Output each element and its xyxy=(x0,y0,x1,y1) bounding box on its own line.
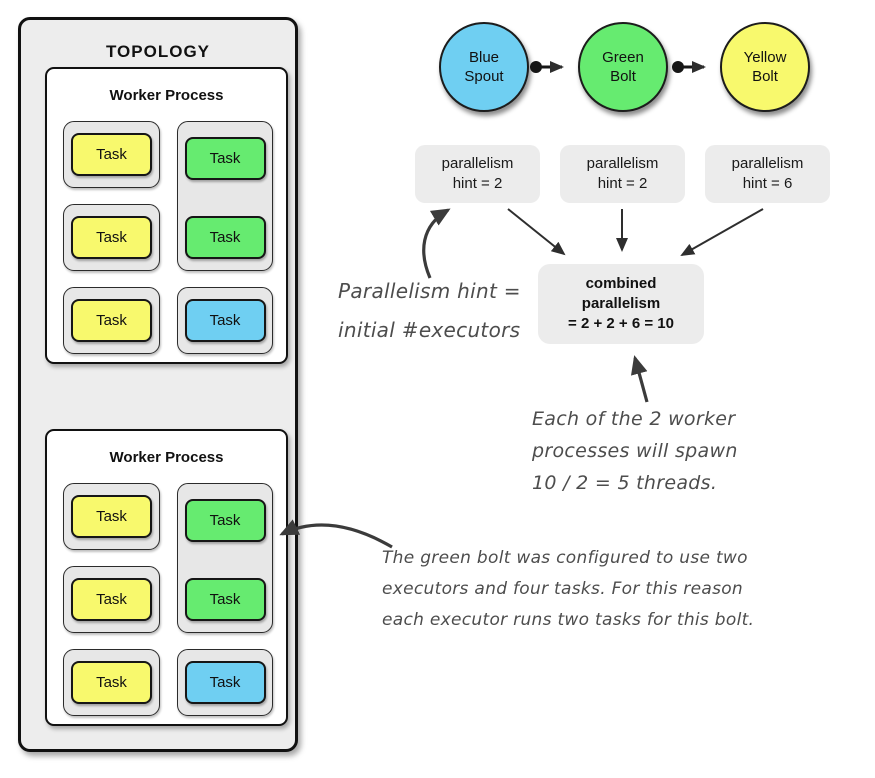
combined-line: combined xyxy=(585,275,657,292)
task-yellow: Task xyxy=(71,133,152,176)
node-label: Bolt xyxy=(752,68,778,85)
hint-line: hint = 2 xyxy=(597,175,648,192)
topology-panel xyxy=(18,17,298,752)
executor-yellow-1 xyxy=(63,483,160,550)
task-green: Task xyxy=(185,137,266,180)
note-green-bolt-config xyxy=(382,543,754,636)
executor-yellow-3 xyxy=(63,287,160,354)
task-blue: Task xyxy=(185,661,266,704)
combined-line: parallelism xyxy=(581,295,661,312)
node-green-bolt xyxy=(578,22,668,112)
hint-line: hint = 2 xyxy=(452,175,503,192)
note-line: each executor runs two tasks for this bolt. xyxy=(382,610,755,630)
node-label: Bolt xyxy=(610,68,636,85)
combined-line: = 2 + 2 + 6 = 10 xyxy=(568,315,674,332)
node-label: Yellow xyxy=(743,49,787,66)
hint-box-yellow-bolt xyxy=(705,145,830,203)
note-line: Parallelism hint = xyxy=(338,279,521,303)
task-yellow: Task xyxy=(71,661,152,704)
executor-green xyxy=(177,121,273,271)
note-line: The green bolt was configured to use two xyxy=(382,548,748,568)
note-line: executors and four tasks. For this reason xyxy=(382,579,743,599)
worker-process-1 xyxy=(45,67,288,364)
executor-yellow-1 xyxy=(63,121,160,188)
task-yellow: Task xyxy=(71,578,152,621)
task-green: Task xyxy=(185,499,266,542)
node-label: Green xyxy=(602,49,644,66)
arrow-note-to-hint1 xyxy=(424,210,448,278)
worker-process-2-title: Worker Process xyxy=(109,449,224,466)
hint-line: hint = 6 xyxy=(742,175,793,192)
arrow-note-to-green-executor xyxy=(282,525,392,547)
executor-yellow-3 xyxy=(63,649,160,716)
topology-title: TOPOLOGY xyxy=(105,42,211,61)
note-line: initial #executors xyxy=(338,318,521,342)
task-blue: Task xyxy=(185,299,266,342)
worker-process-2 xyxy=(45,429,288,726)
hint-line: parallelism xyxy=(441,155,514,172)
hint-box-spout xyxy=(415,145,540,203)
node-yellow-bolt xyxy=(720,22,810,112)
task-yellow: Task xyxy=(71,495,152,538)
executor-yellow-2 xyxy=(63,566,160,633)
arrow-note-to-combined xyxy=(635,358,647,402)
note-worker-threads xyxy=(532,403,738,499)
edge-dot-blue-green xyxy=(530,61,542,73)
hint-box-green-bolt xyxy=(560,145,685,203)
worker-process-1-title: Worker Process xyxy=(109,87,224,104)
executor-blue xyxy=(177,649,273,716)
node-label: Spout xyxy=(464,68,504,85)
arrow-hint1-to-combined xyxy=(508,209,564,254)
combined-parallelism-box xyxy=(538,264,704,344)
executor-green xyxy=(177,483,273,633)
note-line: processes will spawn xyxy=(532,440,738,462)
hint-line: parallelism xyxy=(731,155,804,172)
executor-yellow-2 xyxy=(63,204,160,271)
task-yellow: Task xyxy=(71,216,152,259)
task-green: Task xyxy=(185,578,266,621)
executor-blue xyxy=(177,287,273,354)
task-green: Task xyxy=(185,216,266,259)
edge-dot-green-yellow xyxy=(672,61,684,73)
node-label: Blue xyxy=(468,49,500,66)
arrow-hint3-to-combined xyxy=(682,209,763,255)
note-line: Each of the 2 worker xyxy=(532,408,736,430)
node-blue-spout xyxy=(439,22,529,112)
hint-line: parallelism xyxy=(586,155,659,172)
note-parallelism-hint xyxy=(338,272,521,350)
note-line: 10 / 2 = 5 threads. xyxy=(532,472,718,494)
task-yellow: Task xyxy=(71,299,152,342)
